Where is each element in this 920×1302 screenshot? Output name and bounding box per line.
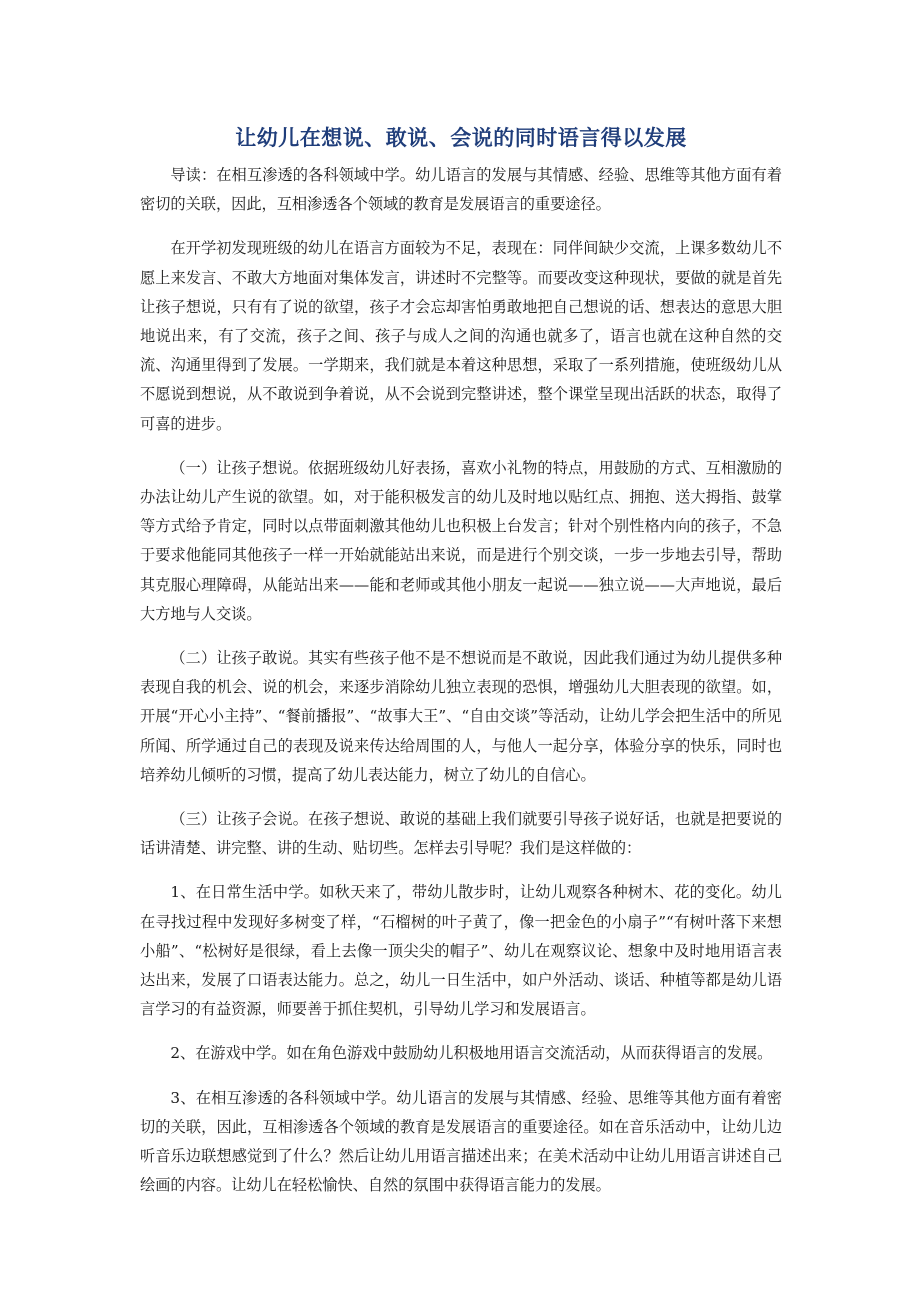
paragraph-intro: 导读：在相互渗透的各科领域中学。幼儿语言的发展与其情感、经验、思维等其他方面有着密切的关联，因此，互相渗透各个领域的教育是发展语言的重要途径。 (140, 166, 782, 214)
document-title: 让幼儿在想说、敢说、会说的同时语言得以发展 (235, 125, 687, 150)
document-page (140, 0, 782, 1302)
paragraph-dare-to-speak: （二）让孩子敢说。其实有些孩子他不是不想说而是不敢说，因此我们通过为幼儿提供多种表现自我的机会、说的机会，来逐步消除幼儿独立表现的恐惧，增强幼儿大胆表现的欲望。如，开展“开心小主持”、“餐前播报”、“故事大王”、“自由交谈”等活动，让幼儿学会把生活中的所见所闻、所学通过自己的表现及说来传达给周围的人，与他人一起分享，体验分享的快乐，同时也培养幼儿倾听的习惯，提高了幼儿表达能力，树立了幼儿的自信心。 (140, 649, 782, 784)
paragraph-background: 在开学初发现班级的幼儿在语言方面较为不足，表现在：同伴间缺少交流，上课多数幼儿不愿上来发言、不敢大方地面对集体发言，讲述时不完整等。而要改变这种现状，要做的就是首先让孩子想说，只有有了说的欲望，孩子才会忘却害怕勇敢地把自己想说的话、想表达的意思大胆地说出来，有了交流，孩子之间、孩子与成人之间的沟通也就多了，语言也就在这种自然的交流、沟通里得到了发展。一学期来，我们就是本着这种思想，采取了一系列措施，使班级幼儿从不愿说到想说，从不敢说到争着说，从不会说到完整讲述，整个课堂呈现出活跃的状态，取得了可喜的进步。 (140, 239, 782, 433)
paragraph-want-to-speak: （一）让孩子想说。依据班级幼儿好表扬，喜欢小礼物的特点，用鼓励的方式、互相激励的办法让幼儿产生说的欲望。如，对于能积极发言的幼儿及时地以贴红点、拥抱、送大拇指、鼓掌等方式给予肯定，同时以点带面刺激其他幼儿也积极上台发言；针对个别性格内向的孩子，不急于要求他能同其他孩子一样一开始就能站出来说，而是进行个别交谈，一步一步地去引导，帮助其克服心理障碍，从能站出来——能和老师或其他小朋友一起说——独立说——大声地说，最后大方地与人交谈。 (140, 458, 782, 623)
paragraph-can-speak: （三）让孩子会说。在孩子想说、敢说的基础上我们就要引导孩子说好话，也就是把要说的话讲清楚、讲完整、讲的生动、贴切些。怎样去引导呢？我们是这样做的： (140, 810, 782, 858)
paragraph-games: 2、在游戏中学。如在角色游戏中鼓励幼儿积极地用语言交流活动，从而获得语言的发展。 (170, 1044, 773, 1063)
paragraph-daily-life: 1、在日常生活中学。如秋天来了，带幼儿散步时，让幼儿观察各种树木、花的变化。幼儿在寻找过程中发现好多树变了样，“石榴树的叶子黄了，像一把金色的小扇子”“有树叶落下来想小船”、“松树好是很绿，看上去像一顶尖尖的帽子”、幼儿在观察议论、想象中及时地用语言表达出来，发展了口语表达能力。总之，幼儿一日生活中，如户外活动、谈话、种植等都是幼儿语言学习的有益资源，师要善于抓住契机，引导幼儿学习和发展语言。 (140, 883, 782, 1019)
paragraph-cross-domain: 3、在相互渗透的各科领域中学。幼儿语言的发展与其情感、经验、思维等其他方面有着密切的关联，因此，互相渗透各个领域的教育是发展语言的重要途径。如在音乐活动中，让幼儿边听音乐边联想感觉到了什么？然后让幼儿用语言描述出来；在美术活动中让幼儿用语言讲述自己绘画的内容。让幼儿在轻松愉快、自然的氛围中获得语言能力的发展。 (140, 1088, 782, 1195)
document-body (140, 161, 782, 1201)
